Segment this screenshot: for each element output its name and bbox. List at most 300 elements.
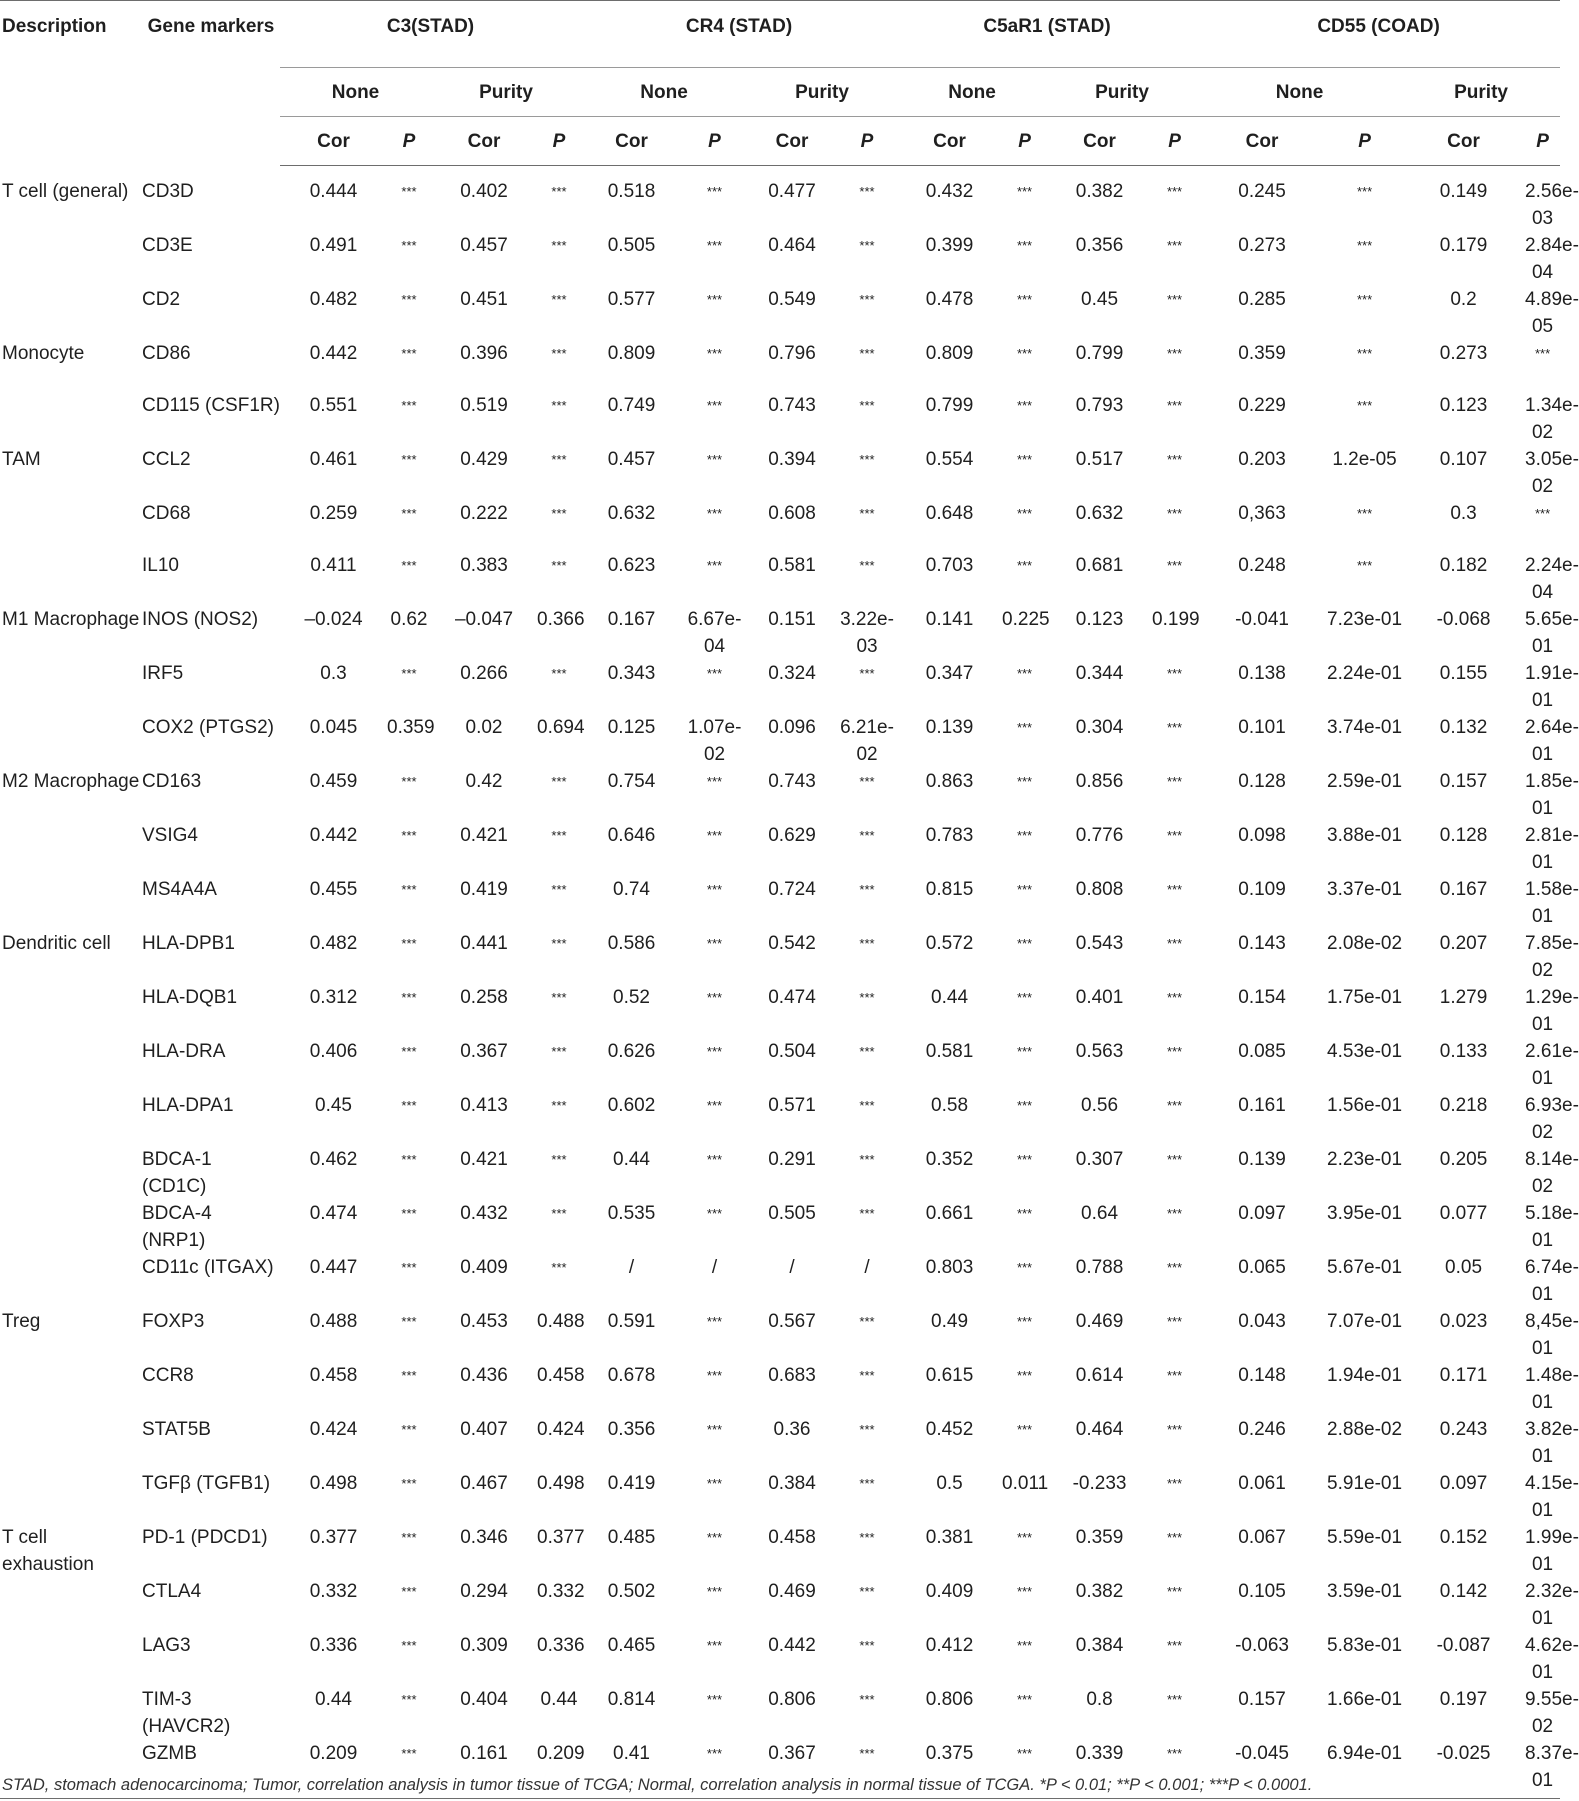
cell-cor-value: 0.409 xyxy=(460,1257,508,1278)
cell-p-value: 7.23e-01 xyxy=(1327,609,1403,630)
cell-p-value: *** xyxy=(859,936,875,951)
cell-gene-marker: HLA-DRA xyxy=(142,1041,226,1062)
cell-p-value: *** xyxy=(706,1422,723,1437)
table-row xyxy=(0,232,1560,286)
cell-cor-value: 0.294 xyxy=(460,1581,508,1602)
cell-cor-value: 0.067 xyxy=(1238,1527,1286,1548)
cell-cor-value: 0.424 xyxy=(309,1419,358,1440)
table-row xyxy=(0,1632,1560,1686)
cell-cor-value: 0.205 xyxy=(1439,1149,1488,1170)
header-cor: Cor xyxy=(1197,117,1327,166)
cell-cor-value: 0.542 xyxy=(768,933,816,954)
cell-cor-value: 0.154 xyxy=(1238,987,1286,1008)
cell-gene-marker: HLA-DPB1 xyxy=(142,933,235,954)
cell-cor-value: 0.8 xyxy=(1086,1689,1113,1710)
cell-p-value: *** xyxy=(1016,1692,1033,1707)
cell-p-value: *** xyxy=(682,1740,747,1799)
cell-p-value: *** xyxy=(401,346,417,361)
header-group-c3: C3(STAD) xyxy=(386,16,475,37)
cell-cor-value: 0.343 xyxy=(607,663,656,684)
cell-p-value: *** xyxy=(551,238,567,253)
cell-cor-value: 0.096 xyxy=(768,717,816,738)
cell-p-value: *** xyxy=(401,506,417,521)
cell-gene-marker: CD3D xyxy=(142,180,194,202)
cell-cor-value: 0.05 xyxy=(1445,1257,1483,1278)
header-sub-none: None xyxy=(581,68,747,117)
cell-cor-value: 0.505 xyxy=(607,235,656,256)
cell-cor-value: 0.809 xyxy=(925,343,974,364)
cell-cor-value: 0.783 xyxy=(925,825,974,846)
table-row xyxy=(0,606,1560,660)
cell-cor-value: 0.3 xyxy=(1450,503,1477,524)
header-group-cr4: CR4 (STAD) xyxy=(685,16,793,37)
cell-cor-value: 0.749 xyxy=(607,395,656,416)
cell-cor-value: 0.551 xyxy=(309,395,358,416)
cell-gene-marker: CD11c (ITGAX) xyxy=(142,1257,274,1278)
header-cor: Cor xyxy=(1047,117,1152,166)
cell-description xyxy=(0,1146,140,1200)
cell-p-value: *** xyxy=(551,1206,567,1221)
table-row xyxy=(0,1200,1560,1254)
table-row xyxy=(0,1362,1560,1416)
cell-cor-value: 0.491 xyxy=(309,235,358,256)
table-row xyxy=(0,822,1560,876)
cell-description xyxy=(0,1092,140,1146)
cell-cor-value: 0.58 xyxy=(931,1095,969,1116)
cell-p-value: *** xyxy=(706,1044,723,1059)
cell-cor-value: 0.3 xyxy=(320,663,347,684)
cell-p-value: 1.48e-01 xyxy=(1525,1365,1579,1413)
cell-p-value: *** xyxy=(859,1638,875,1653)
cell-gene-marker: COX2 (PTGS2) xyxy=(142,717,274,738)
cell-p-value: *** xyxy=(859,1098,875,1113)
cell-cor-value: 0.56 xyxy=(1081,1095,1119,1116)
cell-cor-value: 0.629 xyxy=(768,825,816,846)
cell-cor-value: 0.806 xyxy=(925,1689,974,1710)
cell-cor-value: 0.384 xyxy=(768,1473,816,1494)
cell-cor-value: 0.258 xyxy=(460,987,508,1008)
cell-description xyxy=(0,876,140,930)
cell-p-value: *** xyxy=(859,506,875,521)
cell-cor-value: 0.447 xyxy=(309,1257,358,1278)
cell-cor-value: 0.344 xyxy=(1075,663,1124,684)
cell-p-value: 1.94e-01 xyxy=(1327,1365,1403,1386)
table-row xyxy=(0,660,1560,714)
cell-cor-value: 0.367 xyxy=(460,1041,508,1062)
cell-cor-value: 0.572 xyxy=(925,933,974,954)
cell-cor-value: 0.043 xyxy=(1238,1311,1286,1332)
header-group-c5ar1: C5aR1 (STAD) xyxy=(983,16,1111,37)
cell-p-value: *** xyxy=(1166,1314,1183,1329)
cell-cor-value: 0.74 xyxy=(613,879,650,900)
cell-cor-value: 0.632 xyxy=(1075,503,1124,524)
cell-cor-value: 0.139 xyxy=(1238,1149,1286,1170)
header-cor: Cor xyxy=(431,117,537,166)
cell-cor-value: 0.243 xyxy=(1439,1419,1488,1440)
cell-cor-value: 0.245 xyxy=(1238,181,1286,202)
cell-description xyxy=(0,1578,140,1632)
cell-p-value: 1.99e-01 xyxy=(1525,1527,1579,1575)
cell-p-value: *** xyxy=(551,774,567,789)
cell-cor-value: 0.138 xyxy=(1238,663,1286,684)
cell-p-value: 6.74e-01 xyxy=(1525,1257,1579,1305)
cell-p-value: *** xyxy=(401,774,417,789)
cell-p-value: *** xyxy=(1016,558,1033,573)
cell-cor-value: 0.097 xyxy=(1439,1473,1488,1494)
cell-cor-value: 0.571 xyxy=(768,1095,816,1116)
cell-cor-value: 0.367 xyxy=(747,1740,837,1799)
cell-cor-value: 0.482 xyxy=(309,289,358,310)
cell-p-value: 0.011 xyxy=(1002,1473,1049,1494)
cell-p-value: 0.332 xyxy=(537,1581,585,1602)
cell-cor-value: 0.465 xyxy=(607,1635,656,1656)
cell-description: Treg xyxy=(2,1311,41,1332)
cell-cor-value: 0.139 xyxy=(925,717,974,738)
cell-p-value: *** xyxy=(706,936,723,951)
header-sub-purity: Purity xyxy=(747,68,897,117)
cell-p-value: *** xyxy=(1016,1152,1033,1167)
cell-cor-value: 0.581 xyxy=(925,1041,974,1062)
cell-p-value: *** xyxy=(706,452,723,467)
cell-p-value: *** xyxy=(859,1476,875,1491)
cell-p-value: *** xyxy=(859,1152,875,1167)
cell-cor-value: 0.312 xyxy=(309,987,358,1008)
cell-p-value: 8,45e-01 xyxy=(1525,1311,1579,1359)
cell-p-value: *** xyxy=(1016,1584,1033,1599)
cell-p-value: 2.24e-01 xyxy=(1327,663,1403,684)
cell-p-value: *** xyxy=(1356,184,1373,199)
cell-cor-value: 0.469 xyxy=(1075,1311,1124,1332)
cell-cor-value: 0.724 xyxy=(768,879,816,900)
table-row xyxy=(0,166,1560,233)
cell-cor-value: 0.614 xyxy=(1075,1365,1124,1386)
cell-cor-value: 0.123 xyxy=(1075,609,1124,630)
cell-p-value: *** xyxy=(401,1368,417,1383)
cell-p-value: 0.209 xyxy=(537,1740,581,1799)
cell-cor-value: 0.502 xyxy=(607,1581,656,1602)
cell-p-value: *** xyxy=(706,238,723,253)
cell-description: Monocyte xyxy=(2,343,85,364)
cell-cor-value: 0.132 xyxy=(1439,717,1488,738)
cell-p-value: *** xyxy=(401,1098,417,1113)
cell-p-value: 3.05e-02 xyxy=(1525,449,1579,497)
cell-cor-value: 0.246 xyxy=(1238,1419,1286,1440)
cell-cor-value: 0.085 xyxy=(1238,1041,1286,1062)
cell-cor-value: 0.458 xyxy=(309,1365,358,1386)
cell-gene-marker: HLA-DPA1 xyxy=(142,1095,234,1116)
cell-p-value: *** xyxy=(1016,452,1033,467)
cell-cor-value: 0.109 xyxy=(1238,879,1286,900)
table-row xyxy=(0,984,1560,1038)
cell-p-value: *** xyxy=(1356,292,1373,307)
cell-p-value: 0.44 xyxy=(540,1689,578,1710)
cell-p-value: 1.29e-01 xyxy=(1525,987,1579,1035)
cell-p-value: 1.2e-05 xyxy=(1332,449,1397,470)
cell-p-value: *** xyxy=(1166,1260,1183,1275)
cell-gene-marker: CCL2 xyxy=(142,449,191,470)
table-row xyxy=(0,930,1560,984)
cell-cor-value: 0.455 xyxy=(309,879,358,900)
cell-p-value: *** xyxy=(1016,184,1033,199)
cell-cor-value: 0.462 xyxy=(309,1149,358,1170)
table-row xyxy=(0,1146,1560,1200)
cell-p-value: 1.75e-01 xyxy=(1327,987,1403,1008)
cell-gene-marker: PD-1 (PDCD1) xyxy=(142,1527,268,1548)
cell-cor-value: 0.151 xyxy=(768,609,816,630)
cell-p-value: 3.59e-01 xyxy=(1327,1581,1403,1602)
cell-cor-value: 0.442 xyxy=(768,1635,816,1656)
cell-cor-value: 0.401 xyxy=(1075,987,1124,1008)
cell-cor-value: 0.464 xyxy=(1075,1419,1124,1440)
cell-gene-marker: BDCA-1 (CD1C) xyxy=(142,1149,212,1197)
cell-p-value: *** xyxy=(401,1476,417,1491)
cell-cor-value: 0.436 xyxy=(460,1365,508,1386)
cell-cor-value: 0.505 xyxy=(768,1203,816,1224)
cell-cor-value: 0.474 xyxy=(309,1203,358,1224)
cell-description xyxy=(0,286,140,340)
cell-cor-value: 0.459 xyxy=(309,771,358,792)
cell-p-value: 7.07e-01 xyxy=(1327,1311,1403,1332)
cell-cor-value: 0.482 xyxy=(309,933,358,954)
cell-cor-value: 0.404 xyxy=(460,1689,508,1710)
table-row xyxy=(0,876,1560,930)
cell-p-value: *** xyxy=(1166,1530,1183,1545)
cell-p-value: *** xyxy=(706,1530,723,1545)
cell-p-value: 5.18e-01 xyxy=(1525,1203,1579,1251)
cell-p-value: *** xyxy=(401,1530,417,1545)
cell-p-value: *** xyxy=(551,1260,567,1275)
cell-p-value: 5.91e-01 xyxy=(1327,1473,1403,1494)
header-p: P xyxy=(1152,117,1197,166)
cell-p-value: *** xyxy=(1016,1044,1033,1059)
cell-p-value: *** xyxy=(859,774,875,789)
cell-cor-value: -0.045 xyxy=(1197,1740,1327,1799)
cell-p-value: 6.94e-01 xyxy=(1327,1740,1402,1799)
header-p: P xyxy=(1525,117,1560,166)
cell-p-value: 5.67e-01 xyxy=(1327,1257,1403,1278)
cell-p-value: 4.53e-01 xyxy=(1327,1041,1403,1062)
cell-p-value: *** xyxy=(1166,1152,1183,1167)
cell-p-value: *** xyxy=(706,990,723,1005)
cell-p-value: *** xyxy=(859,1368,875,1383)
cell-cor-value: 0.098 xyxy=(1238,825,1286,846)
cell-cor-value: 0.412 xyxy=(925,1635,974,1656)
cell-p-value: *** xyxy=(401,452,417,467)
cell-p-value: *** xyxy=(859,1692,875,1707)
cell-p-value: *** xyxy=(859,452,875,467)
cell-p-value: *** xyxy=(551,346,567,361)
cell-p-value: 5.83e-01 xyxy=(1327,1635,1403,1656)
cell-p-value: *** xyxy=(1534,346,1551,361)
cell-cor-value: 0.796 xyxy=(768,343,816,364)
cell-cor-value: 0.107 xyxy=(1439,449,1488,470)
cell-cor-value: 0.432 xyxy=(460,1203,508,1224)
table-row xyxy=(0,1686,1560,1740)
cell-description xyxy=(0,1254,140,1308)
cell-p-value: *** xyxy=(859,1530,875,1545)
cell-p-value: 0.498 xyxy=(537,1473,585,1494)
cell-p-value: *** xyxy=(859,184,875,199)
cell-gene-marker: CTLA4 xyxy=(142,1581,202,1602)
cell-cor-value: 0.133 xyxy=(1439,1041,1488,1062)
header-sub-purity: Purity xyxy=(1047,68,1197,117)
cell-cor-value: 0.806 xyxy=(768,1689,816,1710)
cell-p-value: *** xyxy=(551,506,567,521)
cell-cor-value: 0.383 xyxy=(460,555,508,576)
cell-cor-value: 0.413 xyxy=(460,1095,508,1116)
cell-cor-value: 0.377 xyxy=(309,1527,358,1548)
cell-p-value: 4.15e-01 xyxy=(1525,1473,1579,1521)
cell-p-value: *** xyxy=(859,1584,875,1599)
cell-p-value: *** xyxy=(1016,506,1033,521)
cell-p-value: 0.458 xyxy=(537,1365,585,1386)
cell-cor-value: 0.678 xyxy=(607,1365,656,1386)
cell-p-value: *** xyxy=(1356,398,1373,413)
cell-gene-marker: CD68 xyxy=(142,503,191,524)
cell-p-value: *** xyxy=(1016,1206,1033,1221)
cell-p-value: *** xyxy=(706,1152,723,1167)
table-footnote: STAD, stomach adenocarcinoma; Tumor, correlation analysis in tumor tissue of TCGA; Normal, correlation analysis in normal tissue of TCGA. *P < 0.01; **P < 0.001; ***P < 0.0001. xyxy=(2,1776,1313,1794)
cell-cor-value: -0.025 xyxy=(1402,1740,1525,1799)
cell-cor-value: 0.808 xyxy=(1075,879,1124,900)
cell-cor-value: 0.457 xyxy=(607,449,656,470)
cell-p-value: *** xyxy=(401,882,417,897)
cell-p-value: *** xyxy=(401,990,417,1005)
cell-p-value: *** xyxy=(859,398,875,413)
table-row xyxy=(0,340,1560,392)
header-p: P xyxy=(387,117,431,166)
cell-p-value: *** xyxy=(551,936,567,951)
cell-gene-marker: CCR8 xyxy=(142,1365,194,1386)
cell-cor-value: 0.128 xyxy=(1238,771,1286,792)
cell-p-value: *** xyxy=(1166,1206,1183,1221)
cell-p-value: 2.24e-04 xyxy=(1525,555,1579,603)
cell-cor-value: 0.384 xyxy=(1075,1635,1124,1656)
cell-p-value: 3.74e-01 xyxy=(1327,717,1403,738)
cell-cor-value: 0.407 xyxy=(460,1419,508,1440)
cell-cor-value: 0.485 xyxy=(607,1527,656,1548)
cell-cor-value: 0.44 xyxy=(613,1149,650,1170)
cell-cor-value: 0.451 xyxy=(460,289,508,310)
cell-p-value: *** xyxy=(706,1476,723,1491)
cell-p-value: *** xyxy=(401,1638,417,1653)
cell-cor-value: 0.161 xyxy=(1238,1095,1286,1116)
cell-cor-value: 0.359 xyxy=(1238,343,1286,364)
cell-p-value: *** xyxy=(401,1422,417,1437)
cell-cor-value: 0.442 xyxy=(309,825,358,846)
cell-cor-value: 0.266 xyxy=(460,663,508,684)
cell-p-value: *** xyxy=(1166,1422,1183,1437)
cell-cor-value: 0.209 xyxy=(280,1740,387,1799)
cell-p-value: *** xyxy=(1166,666,1183,681)
cell-p-value: *** xyxy=(1166,1692,1183,1707)
cell-cor-value: 0.504 xyxy=(768,1041,816,1062)
cell-cor-value: 0.52 xyxy=(613,987,650,1008)
cell-p-value: 3.88e-01 xyxy=(1327,825,1403,846)
cell-description: M2 Macrophage xyxy=(2,771,140,792)
cell-p-value: *** xyxy=(1016,346,1033,361)
cell-gene-marker: MS4A4A xyxy=(142,879,217,900)
cell-cor-value: 0.646 xyxy=(607,825,656,846)
cell-p-value: 2.64e-01 xyxy=(1525,717,1579,765)
cell-p-value: *** xyxy=(859,1206,875,1221)
cell-cor-value: 0.402 xyxy=(460,181,508,202)
cell-cor-value: 0.453 xyxy=(460,1311,508,1332)
cell-p-value: 2.23e-01 xyxy=(1327,1149,1403,1170)
cell-cor-value: 0.488 xyxy=(309,1311,358,1332)
cell-p-value: 1.58e-01 xyxy=(1525,879,1579,927)
cell-p-value: / xyxy=(711,1257,718,1278)
cell-p-value: 1.66e-01 xyxy=(1327,1689,1403,1710)
cell-cor-value: 0.577 xyxy=(607,289,656,310)
cell-p-value: 3.22e-03 xyxy=(840,609,894,657)
cell-cor-value: 0.394 xyxy=(768,449,816,470)
cell-cor-value: 0.2 xyxy=(1450,289,1477,310)
cell-cor-value: 0.347 xyxy=(925,663,974,684)
cell-cor-value: 0.602 xyxy=(607,1095,656,1116)
cell-gene-marker: TIM-3 (HAVCR2) xyxy=(142,1689,231,1737)
cell-p-value: *** xyxy=(706,1206,723,1221)
cell-p-value: *** xyxy=(551,1098,567,1113)
cell-p-value: 0.488 xyxy=(537,1311,585,1332)
cell-cor-value: 0.743 xyxy=(768,395,816,416)
cell-p-value: 3.82e-01 xyxy=(1525,1419,1579,1467)
cell-cor-value: 0.179 xyxy=(1439,235,1488,256)
cell-p-value: *** xyxy=(706,1368,723,1383)
cell-p-value: 2.59e-01 xyxy=(1327,771,1403,792)
cell-gene-marker: CD86 xyxy=(142,343,191,364)
cell-cor-value: 0.517 xyxy=(1075,449,1124,470)
cell-cor-value: 0.02 xyxy=(465,717,503,738)
cell-p-value: 2.08e-02 xyxy=(1327,933,1403,954)
cell-description xyxy=(0,984,140,1038)
cell-p-value: *** xyxy=(1166,720,1183,735)
cell-cor-value: 0.591 xyxy=(607,1311,656,1332)
cell-cor-value: 0.396 xyxy=(460,343,508,364)
cell-p-value: 0.366 xyxy=(537,609,585,630)
cell-cor-value: 0.023 xyxy=(1439,1311,1488,1332)
cell-cor-value: 0.444 xyxy=(309,181,358,202)
cell-cor-value: 0.5 xyxy=(936,1473,963,1494)
cell-gene-marker: CD163 xyxy=(142,771,202,792)
cell-p-value: *** xyxy=(1016,828,1033,843)
cell-cor-value: 0.222 xyxy=(460,503,508,524)
cell-cor-value: 0.152 xyxy=(1439,1527,1488,1548)
cell-cor-value: 0.421 xyxy=(460,825,508,846)
cell-p-value: 1.07e-02 xyxy=(687,717,742,765)
cell-p-value: *** xyxy=(706,184,723,199)
cell-p-value: *** xyxy=(1002,1740,1047,1799)
cell-p-value: *** xyxy=(859,666,875,681)
cell-p-value: *** xyxy=(1016,238,1033,253)
cell-cor-value: 0.229 xyxy=(1238,395,1286,416)
cell-p-value: *** xyxy=(706,292,723,307)
table-body xyxy=(0,166,1579,1799)
cell-p-value: *** xyxy=(1356,558,1373,573)
header-sub-purity: Purity xyxy=(431,68,581,117)
cell-p-value: 4.62e-01 xyxy=(1525,1635,1579,1683)
cell-cor-value: 0.143 xyxy=(1238,933,1286,954)
cell-description: T cell exhaustion xyxy=(2,1527,94,1575)
cell-description: TAM xyxy=(2,449,41,470)
cell-p-value: *** xyxy=(551,1044,567,1059)
cell-p-value: 1.85e-01 xyxy=(1525,771,1579,819)
cell-cor-value: 0.148 xyxy=(1238,1365,1286,1386)
cell-cor-value: 0.339 xyxy=(1047,1740,1152,1799)
table-row xyxy=(0,714,1560,768)
cell-gene-marker: STAT5B xyxy=(142,1419,211,1440)
cell-cor-value: 0.814 xyxy=(607,1689,656,1710)
